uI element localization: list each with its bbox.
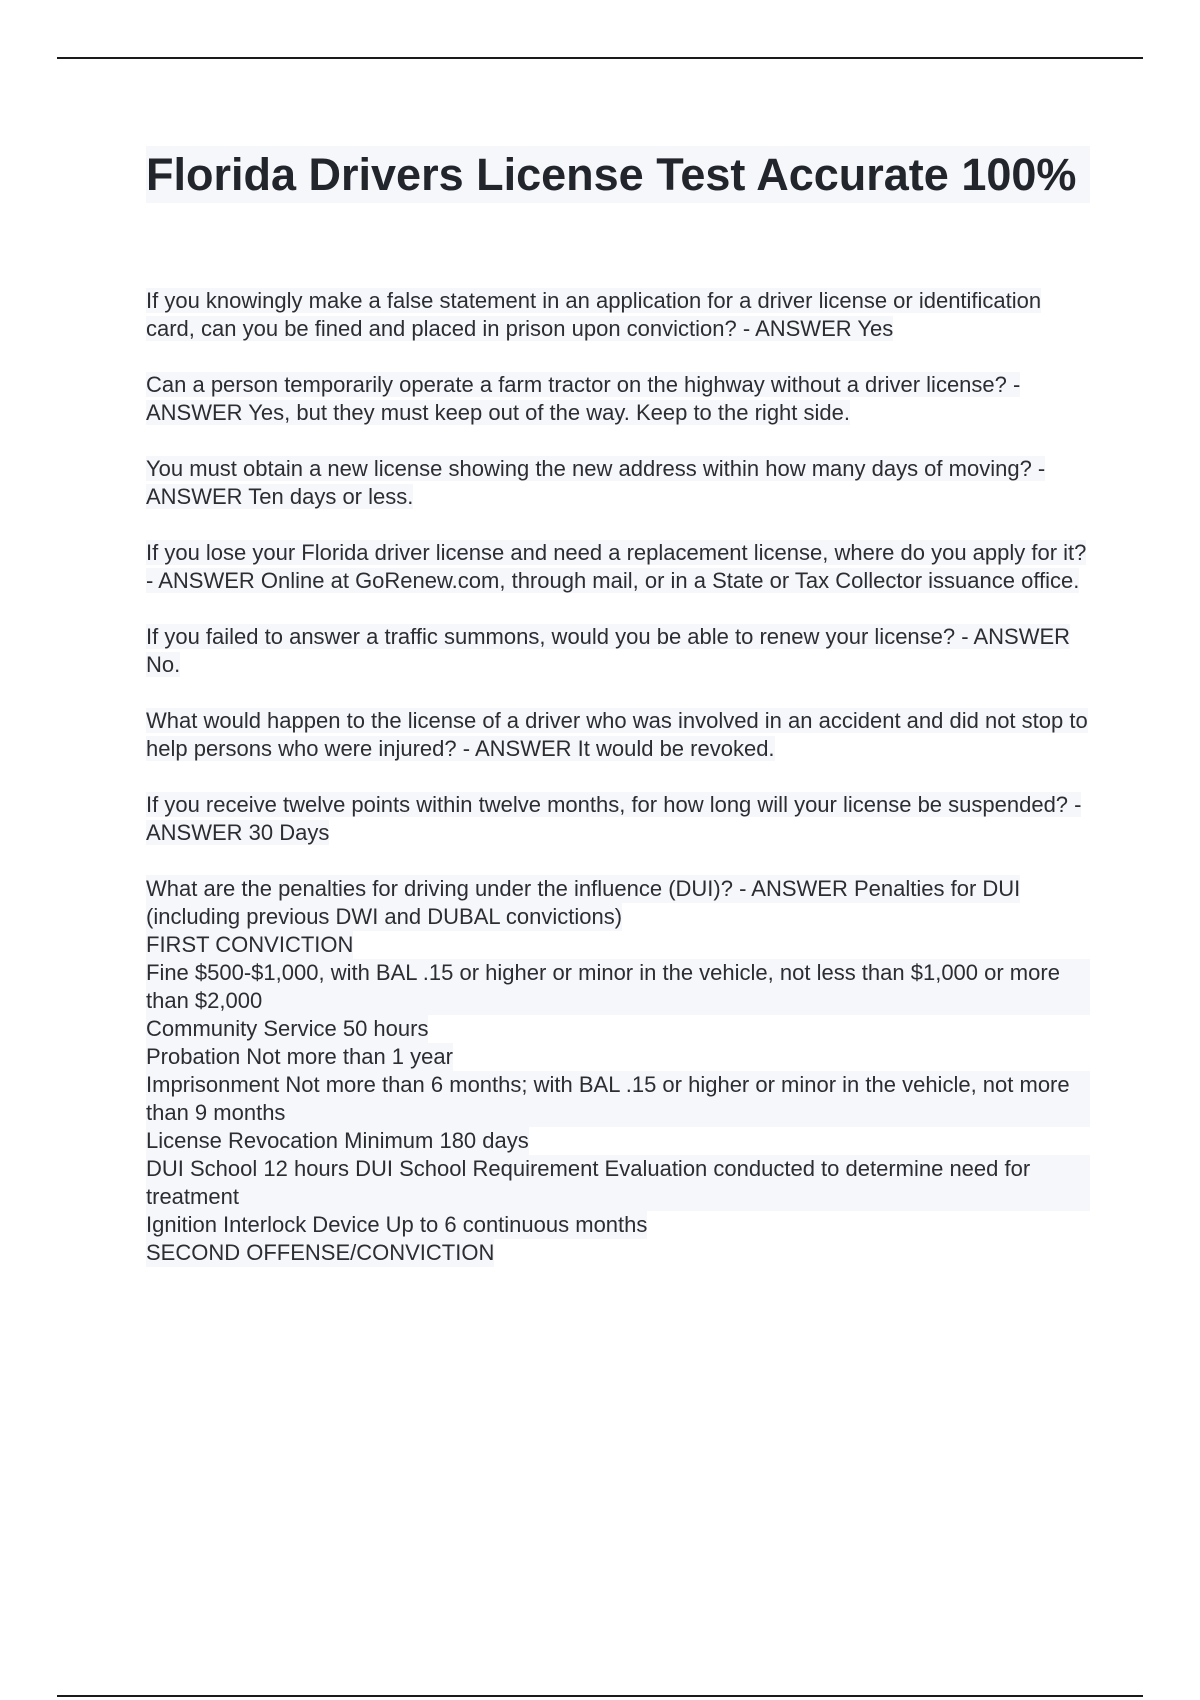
- qa-item-dui-penalties: [146, 875, 1090, 1267]
- qa-item: If you knowingly make a false statement in an application for a driver license or identification card, can you be fined and placed in prison upon conviction? - ANSWER Yes: [146, 288, 1042, 341]
- qa-list: [146, 287, 1090, 1267]
- dui-line: Community Service 50 hours: [146, 1016, 429, 1041]
- qa-item: If you receive twelve points within twelve months, for how long will your license be suspended? - ANSWER 30 Days: [146, 792, 1082, 845]
- qa-item: What would happen to the license of a driver who was involved in an accident and did not stop to help persons who were injured? - ANSWER It would be revoked.: [146, 708, 1088, 761]
- qa-item: If you lose your Florida driver license and need a replacement license, where do you apply for it? - ANSWER Online at GoRenew.com, through mail, or in a State or Tax Collector issuance office.: [146, 540, 1087, 593]
- dui-line: Probation Not more than 1 year: [146, 1044, 453, 1069]
- document-body: [146, 146, 1090, 1295]
- dui-line: (including previous DWI and DUBAL convictions): [146, 904, 623, 929]
- dui-line: Ignition Interlock Device Up to 6 continuous months: [146, 1212, 648, 1237]
- qa-item: If you failed to answer a traffic summons, would you be able to renew your license? - ANSWER No.: [146, 624, 1071, 677]
- qa-item: You must obtain a new license showing the new address within how many days of moving? - ANSWER Ten days or less.: [146, 456, 1046, 509]
- dui-line: Imprisonment Not more than 6 months; with BAL .15 or higher or minor in the vehicle, not more than 9 months: [146, 1071, 1090, 1127]
- page-title: Florida Drivers License Test Accurate 100%: [146, 146, 1090, 203]
- dui-line: License Revocation Minimum 180 days: [146, 1128, 529, 1153]
- dui-line: DUI School 12 hours DUI School Requirement Evaluation conducted to determine need for treatment: [146, 1155, 1090, 1211]
- dui-line: Fine $500-$1,000, with BAL .15 or higher or minor in the vehicle, not less than $1,000 or more than $2,000: [146, 959, 1090, 1015]
- footer-rule: [57, 1695, 1143, 1697]
- dui-line: FIRST CONVICTION: [146, 932, 354, 957]
- header-rule: [57, 57, 1143, 59]
- dui-question: What are the penalties for driving under the influence (DUI)? - ANSWER Penalties for DUI: [146, 876, 1021, 901]
- qa-item: Can a person temporarily operate a farm tractor on the highway without a driver license? - ANSWER Yes, but they must keep out of the way. Keep to the right side.: [146, 372, 1021, 425]
- dui-line: SECOND OFFENSE/CONVICTION: [146, 1240, 495, 1265]
